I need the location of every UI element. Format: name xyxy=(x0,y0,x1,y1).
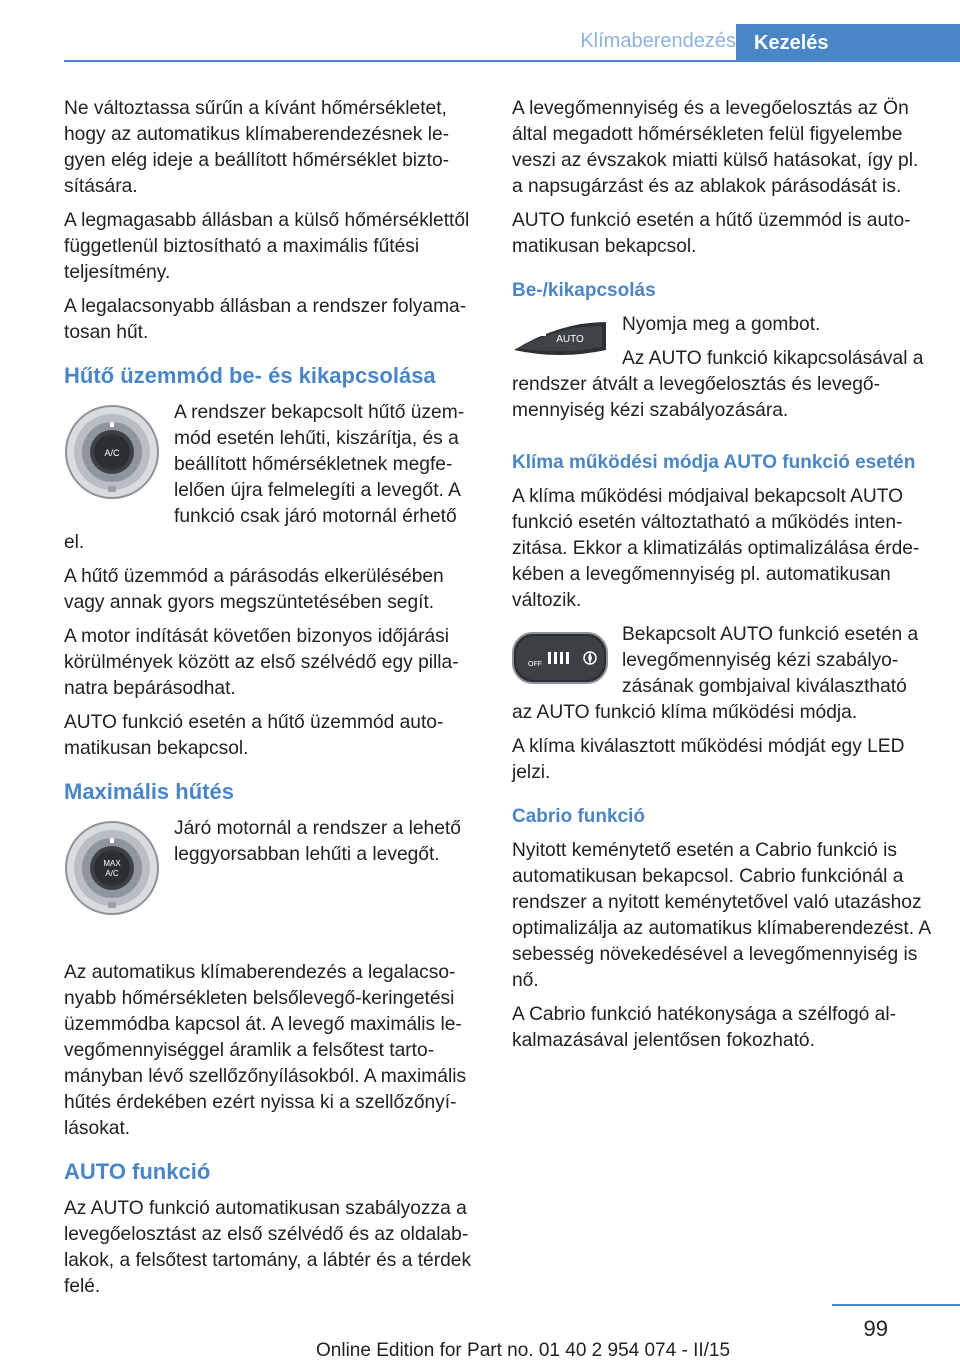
paragraph: Az AUTO funkció kikapcsolásával a rendszer átvált a levegőelosztás és levegőmennyiség kézi szabályozására. xyxy=(512,348,924,421)
paragraph: A levegőmennyiség és a levegőelosztás az Ön által megadott hőmérsékleten felül figyelembe veszi az évszakok miatti külső hatásokat, így pl. a napsugárzást és az ablakok párásodását is. xyxy=(512,98,919,197)
paragraph: Járó motornál a rendszer a lehető leggyorsabban lehűti a levegőt. xyxy=(174,818,461,865)
svg-text:AUTO: AUTO xyxy=(556,334,584,345)
right-column xyxy=(512,96,932,1062)
ac-knob-label: A/C xyxy=(104,448,120,458)
header-rule xyxy=(64,60,960,62)
svg-text:MAX: MAX xyxy=(103,859,121,868)
paragraph: Az AUTO funkció automatikusan szabályozza a levegőelosztást az első szélvédő és az oldalablakok, a felsőtest tartomány, a lábtér és a térdek felé. xyxy=(64,1198,472,1297)
fan-panel-icon xyxy=(512,632,608,684)
paragraph: A motor indítását követően bizonyos időjárási körülmények között az első szélvédő egy pillanatra bepárásodhat. xyxy=(64,626,459,699)
svg-text:A/C: A/C xyxy=(105,869,119,878)
paragraph: A rendszer bekapcsolt hűtő üzemmód esetén lehűti, kiszárítja, és a beállított hőmérsékletnek megfelelően újra felmelegíti a levegőt. A funkció csak járó motornál érhető el. xyxy=(64,402,465,553)
paragraph: Bekapcsolt AUTO funkció esetén a levegőmennyiség kézi szabályozásának gombjaival kiválasztható az AUTO funkció klíma működési módja. xyxy=(512,624,919,723)
auto-button-icon xyxy=(512,320,608,360)
paragraph: Nyitott keménytető esetén a Cabrio funkció is automatikusan bekapcsol. Cabrio funkciónál a rendszer a nyitott keménytetővel való utazáshoz optimalizálja az automatikus klímaberendezést. A sebesség növekedésével a levegőmennyiség is nő. xyxy=(512,840,931,991)
paragraph: Ne változtassa sűrűn a kívánt hőmérsékletet, hogy az automatikus klímaberendezésnek legyen elég ideje a beállított hőmérséklet biztosítására. xyxy=(64,98,450,197)
footer-rule xyxy=(832,1304,960,1306)
chapter-title: Klímaberendezés xyxy=(580,30,736,52)
paragraph: A hűtő üzemmód a párásodás elkerülésében vagy annak gyors megszüntetésében segít. xyxy=(64,566,444,613)
page-number: 99 xyxy=(863,1316,888,1341)
ac-knob-icon xyxy=(64,404,160,500)
heading-max-cooling: Maximális hűtés xyxy=(64,779,234,804)
section-tab: Kezelés xyxy=(736,24,960,62)
paragraph: A legalacsonyabb állásban a rendszer folyamatosan hűt. xyxy=(64,296,467,343)
paragraph: A klíma működési módjaival bekapcsolt AUTO funkció esetén változtatható a működés intenzitása. Ekkor a klimatizálás optimalizálása érdekében a levegőmennyiség pl. automatikusan változik. xyxy=(512,486,920,611)
paragraph: AUTO funkció esetén a hűtő üzemmód automatikusan bekapcsol. xyxy=(64,712,444,759)
paragraph: Az automatikus klímaberendezés a legalacsonyabb hőmérsékleten belsőlevegő-keringetési üzemmódba kapcsol át. A levegő maximális levegőmennyiséggel áramlik a felsőtest tartományban lévő szellőzőnyílásokból. A maximális hűtés érdekében ezért nyissa ki a szellőzőnyílásokat. xyxy=(64,962,467,1139)
heading-auto-function: AUTO funkció xyxy=(64,1159,211,1184)
paragraph: A Cabrio funkció hatékonysága a szélfogó alkalmazásával jelentősen fokozható. xyxy=(512,1004,896,1051)
paragraph: A klíma kiválasztott működési módját egy LED jelzi. xyxy=(512,736,905,783)
heading-cooling-mode: Hűtő üzemmód be- és kikapcsolása xyxy=(64,363,436,388)
svg-text:OFF: OFF xyxy=(528,661,542,668)
edition-line: Online Edition for Part no. 01 40 2 954 074 - II/15 xyxy=(316,1340,731,1361)
heading-climate-mode: Klíma működési módja AUTO funkció esetén xyxy=(512,452,916,473)
page-header xyxy=(64,0,960,62)
paragraph: A legmagasabb állásban a külső hőmérséklettől függetlenül biztosítható a maximális fűtési teljesítmény. xyxy=(64,210,470,283)
max-ac-knob-icon xyxy=(64,820,160,916)
heading-cabrio: Cabrio funkció xyxy=(512,806,646,827)
paragraph: Nyomja meg a gombot. xyxy=(622,314,821,335)
left-column xyxy=(64,96,479,1308)
paragraph: AUTO funkció esetén a hűtő üzemmód is automatikusan bekapcsol. xyxy=(512,210,911,257)
heading-on-off: Be-/kikapcsolás xyxy=(512,280,656,301)
